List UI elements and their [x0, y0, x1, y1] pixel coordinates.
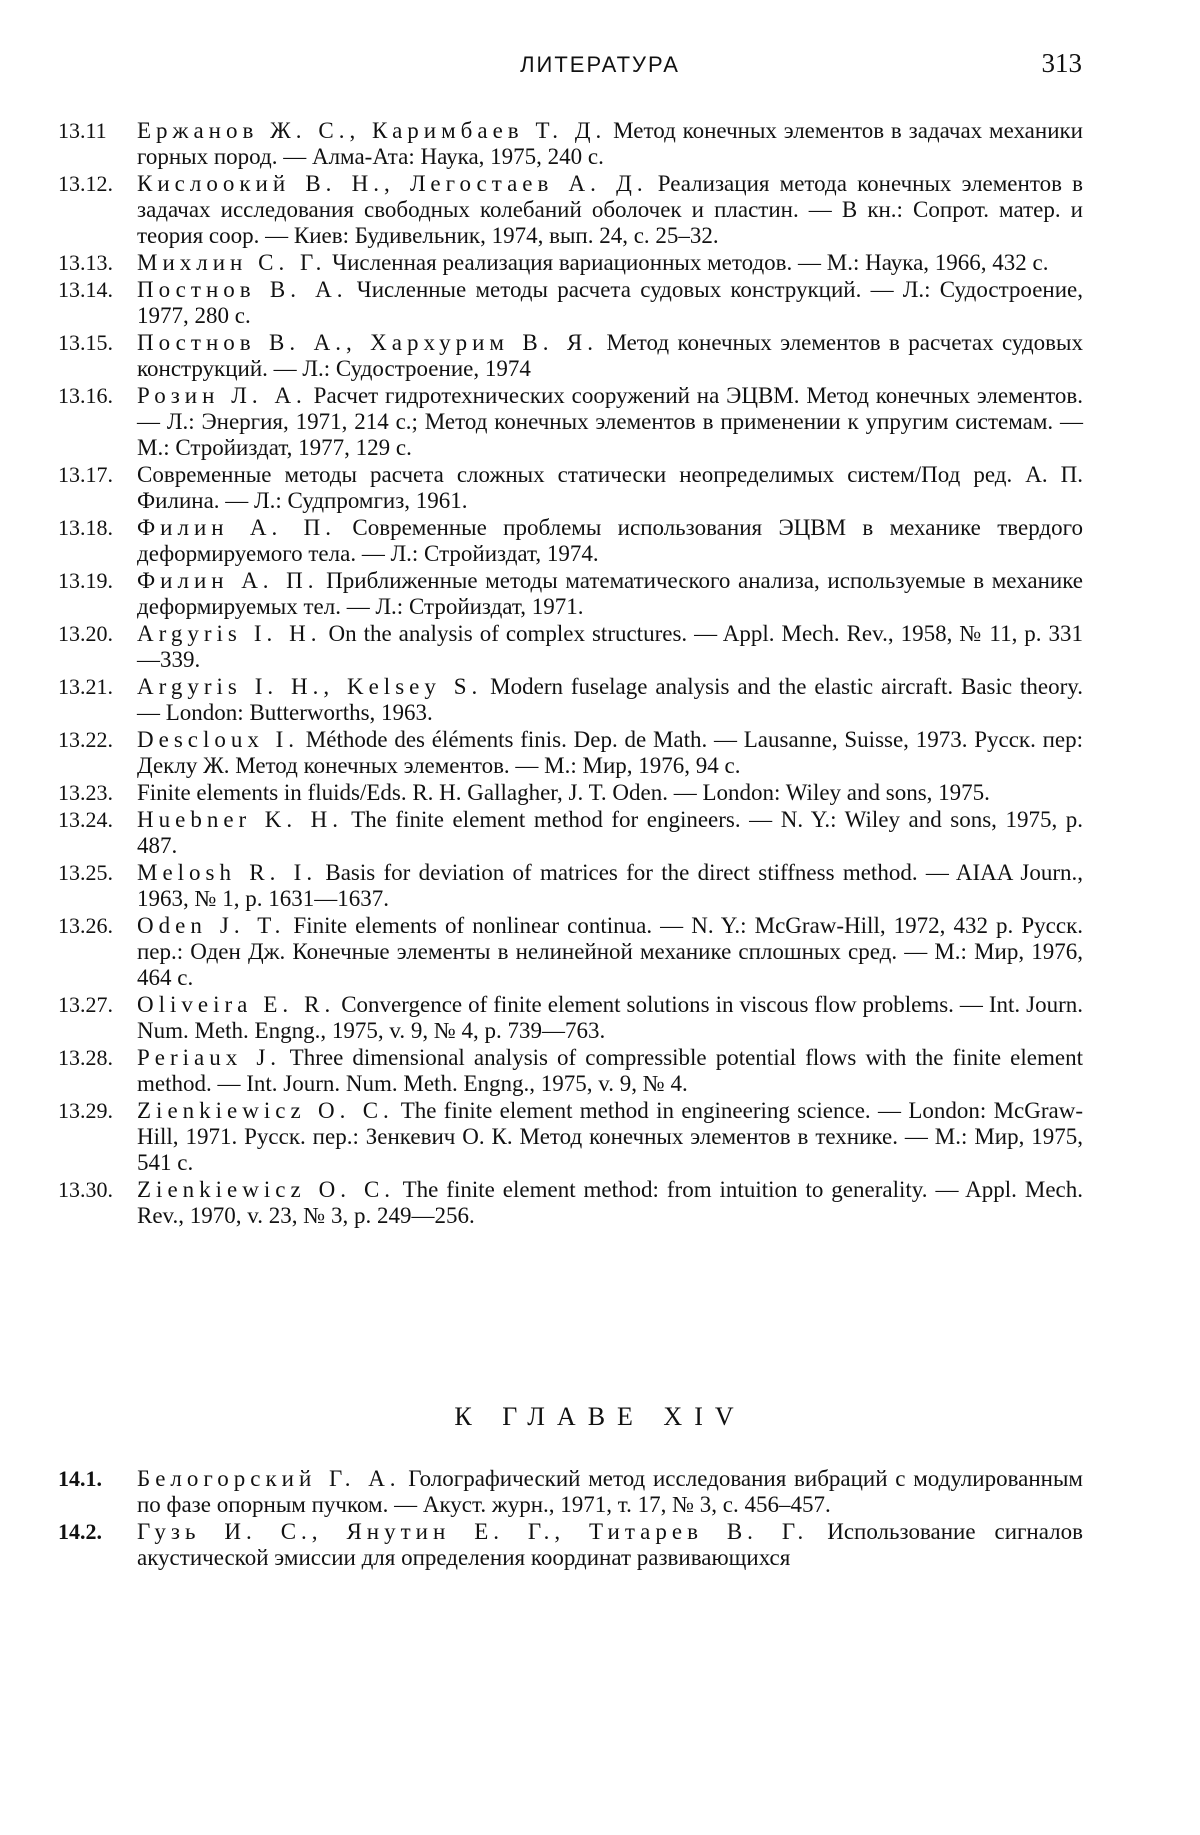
reference-body: Метод конечных элементов в задачах механики горных пород. — Алма-Ата: Наука, 1975, 240 с.: [137, 118, 1083, 169]
reference-number: 13.29.: [58, 1098, 113, 1123]
reference-author: Филин А. П.: [137, 515, 337, 540]
reference-entry: [0, 727, 1200, 779]
reference-entry: [0, 807, 1200, 859]
reference-author: Oden J. T.: [137, 913, 286, 938]
reference-text: [137, 330, 1083, 382]
reference-text: [137, 568, 1083, 620]
reference-author: Argyris I. H., Kelsey S.: [137, 674, 483, 699]
reference-text: [137, 277, 1083, 329]
reference-body: Современные проблемы использования ЭЦВМ в механике твердого деформируемого тела. — Л.: Стройиздат, 1974.: [137, 515, 1083, 566]
reference-text: [137, 807, 1083, 859]
reference-number: 13.11: [58, 118, 107, 143]
reference-body: Finite elements in fluids/Eds. R. H. Gallagher, J. T. Oden. — London: Wiley and sons, 1975.: [137, 780, 990, 805]
reference-body: The finite element method in engineering science. — London: McGraw-Hill, 1971. Русск. пер.: Зенкевич О. К. Метод конечных элементов в технике. — М.: Мир, 1975, 541 с.: [137, 1098, 1083, 1175]
page-number: 313: [1041, 48, 1082, 78]
reference-author: Oliveira E. R.: [137, 992, 336, 1017]
reference-entry: [0, 171, 1200, 249]
reference-number: 13.21.: [58, 674, 113, 699]
reference-author: Гузь И. С., Янутин Е. Г., Титарев В. Г.: [137, 1519, 809, 1544]
reference-number: 13.20.: [58, 621, 113, 646]
reference-author: Постнов В. А.: [137, 277, 348, 302]
reference-author: Ержанов Ж. С., Каримбаев Т. Д.: [137, 118, 607, 143]
reference-body: Численная реализация вариационных методов. — М.: Наука, 1966, 432 с.: [326, 250, 1049, 275]
reference-text: [137, 621, 1083, 673]
reference-entry: [0, 674, 1200, 726]
reference-entry: [0, 1519, 1200, 1571]
reference-body: Современные методы расчета сложных статически неопределимых систем/Под ред. А. П. Филина. — Л.: Судпромгиз, 1961.: [137, 462, 1083, 513]
reference-entry: [0, 250, 1200, 276]
reference-text: [137, 913, 1083, 991]
reference-text: [137, 992, 1083, 1044]
reference-number: 13.17.: [58, 462, 113, 487]
reference-author: Кислоокий В. Н., Легостаев А. Д.: [137, 171, 648, 196]
reference-list-chapter-14: [0, 1466, 1200, 1572]
reference-entry: [0, 383, 1200, 461]
reference-body: Modern fuselage analysis and the elastic aircraft. Basic theory. — London: Butterworths, 1963.: [137, 674, 1083, 725]
reference-entry: [0, 621, 1200, 673]
reference-author: Постнов В. А., Хархурим В. Я.: [137, 330, 598, 355]
reference-number: 13.25.: [58, 860, 113, 885]
reference-number: 14.1.: [58, 1466, 102, 1491]
reference-body: Численные методы расчета судовых конструкций. — Л.: Судостроение, 1977, 280 с.: [137, 277, 1083, 328]
reference-text: [137, 250, 1083, 276]
reference-number: 13.24.: [58, 807, 113, 832]
reference-body: Three dimensional analysis of compressible potential flows with the finite element method. — Int. Journ. Num. Meth. Engng., 1975, v. 9, № 4.: [137, 1045, 1083, 1096]
reference-number: 13.12.: [58, 171, 113, 196]
reference-entry: [0, 1466, 1200, 1518]
reference-text: [137, 674, 1083, 726]
reference-entry: [0, 118, 1200, 170]
reference-body: Приближенные методы математического анализа, используемые в механике деформируемых тел. — Л.: Стройиздат, 1971.: [137, 568, 1083, 619]
reference-entry: [0, 568, 1200, 620]
reference-number: 13.27.: [58, 992, 113, 1017]
reference-text: [137, 462, 1083, 514]
reference-list: [0, 118, 1200, 1230]
reference-text: [137, 383, 1083, 461]
reference-text: [137, 1045, 1083, 1097]
reference-text: [137, 1098, 1083, 1176]
reference-number: 13.19.: [58, 568, 113, 593]
reference-entry: [0, 1177, 1200, 1229]
reference-author: Descloux I.: [137, 727, 300, 752]
reference-entry: [0, 462, 1200, 514]
reference-author: Huebner K. H.: [137, 807, 343, 832]
reference-entry: [0, 780, 1200, 806]
reference-body: Convergence of finite element solutions in viscous flow problems. — Int. Journ. Num. Meth. Engng., 1975, v. 9, № 4, p. 739—763.: [137, 992, 1084, 1043]
reference-entry: [0, 277, 1200, 329]
reference-body: Basis for deviation of matrices for the direct stiffness method. — AIAA Journ., 1963, № 1, p. 1631—1637.: [137, 860, 1083, 911]
reference-body: The finite element method for engineers. — N. Y.: Wiley and sons, 1975, p. 487.: [137, 807, 1083, 858]
reference-entry: [0, 330, 1200, 382]
reference-entry: [0, 1045, 1200, 1097]
reference-number: 13.15.: [58, 330, 113, 355]
reference-number: 13.22.: [58, 727, 113, 752]
reference-number: 13.30.: [58, 1177, 113, 1202]
reference-number: 13.14.: [58, 277, 113, 302]
reference-author: Розин Л. А.: [137, 383, 307, 408]
reference-text: [137, 727, 1083, 779]
chapter-heading: К ГЛАВЕ XIV: [454, 1402, 746, 1431]
reference-text: [137, 1466, 1083, 1518]
reference-number: 13.28.: [58, 1045, 113, 1070]
reference-author: Михлин С. Г.: [137, 250, 327, 275]
reference-author: Periaux J.: [137, 1045, 282, 1070]
reference-number: 13.26.: [58, 913, 113, 938]
reference-number: 13.16.: [58, 383, 113, 408]
reference-text: [137, 118, 1083, 170]
reference-text: [137, 1177, 1083, 1229]
reference-text: [137, 1519, 1083, 1571]
reference-text: [137, 860, 1083, 912]
reference-author: Белогорский Г. А.: [137, 1466, 401, 1491]
reference-text: [137, 515, 1083, 567]
reference-number: 13.13.: [58, 250, 113, 275]
reference-text: [137, 780, 1083, 806]
running-head: [0, 42, 1200, 82]
reference-author: Zienkiewicz O. C.: [137, 1177, 396, 1202]
reference-body: Использование сигналов акустической эмиссии для определения координат развивающихся: [137, 1519, 1083, 1570]
reference-author: Zienkiewicz O. C.: [137, 1098, 394, 1123]
reference-number: 13.23.: [58, 780, 113, 805]
reference-entry: [0, 860, 1200, 912]
reference-author: Филин А. П.: [137, 568, 319, 593]
reference-body: Реализация метода конечных элементов в задачах исследования свободных колебаний оболочек и пластин. — В кн.: Сопрот. матер. и теория соор. — Киев: Будивельник, 1974, вып. 24, с. 25–32.: [137, 171, 1084, 248]
reference-entry: [0, 1098, 1200, 1176]
reference-body: Méthode des éléments finis. Dep. de Math. — Lausanne, Suisse, 1973. Русск. пер: Деклу Ж. Метод конечных элементов. — М.: Мир, 1976, 94 с.: [137, 727, 1083, 778]
reference-author: Argyris I. H.: [137, 621, 322, 646]
reference-entry: [0, 515, 1200, 567]
reference-body: Finite elements of nonlinear continua. — N. Y.: McGraw-Hill, 1972, 432 p. Русск. пер.: Оден Дж. Конечные элементы в нелинейной механике сплошных сред. — М.: Мир, 1976, 464 с.: [137, 913, 1083, 990]
reference-body: The finite element method: from intuition to generality. — Appl. Mech. Rev., 1970, v. 23, № 3, p. 249—256.: [137, 1177, 1083, 1228]
reference-number: 13.18.: [58, 515, 113, 540]
running-title: ЛИТЕРАТУРА: [520, 52, 680, 77]
reference-body: Метод конечных элементов в расчетах судовых конструкций. — Л.: Судостроение, 1974: [137, 330, 1083, 381]
reference-text: [137, 171, 1083, 249]
reference-body: Голографический метод исследования вибраций с модулированным по фазе опорным пучком. — Акуст. журн., 1971, т. 17, № 3, с. 456–457.: [137, 1466, 1083, 1517]
reference-number: 14.2.: [58, 1519, 102, 1544]
reference-entry: [0, 913, 1200, 991]
reference-author: Melosh R. I.: [137, 860, 318, 885]
reference-entry: [0, 992, 1200, 1044]
reference-body: On the analysis of complex structures. — Appl. Mech. Rev., 1958, № 11, p. 331—339.: [137, 621, 1083, 672]
reference-body: Расчет гидротехнических сооружений на ЭЦВМ. Метод конечных элементов. — Л.: Энергия, 1971, 214 с.; Метод конечных элементов в применении к упругим системам. — М.: Стройиздат, 1977, 129 с.: [137, 383, 1083, 460]
